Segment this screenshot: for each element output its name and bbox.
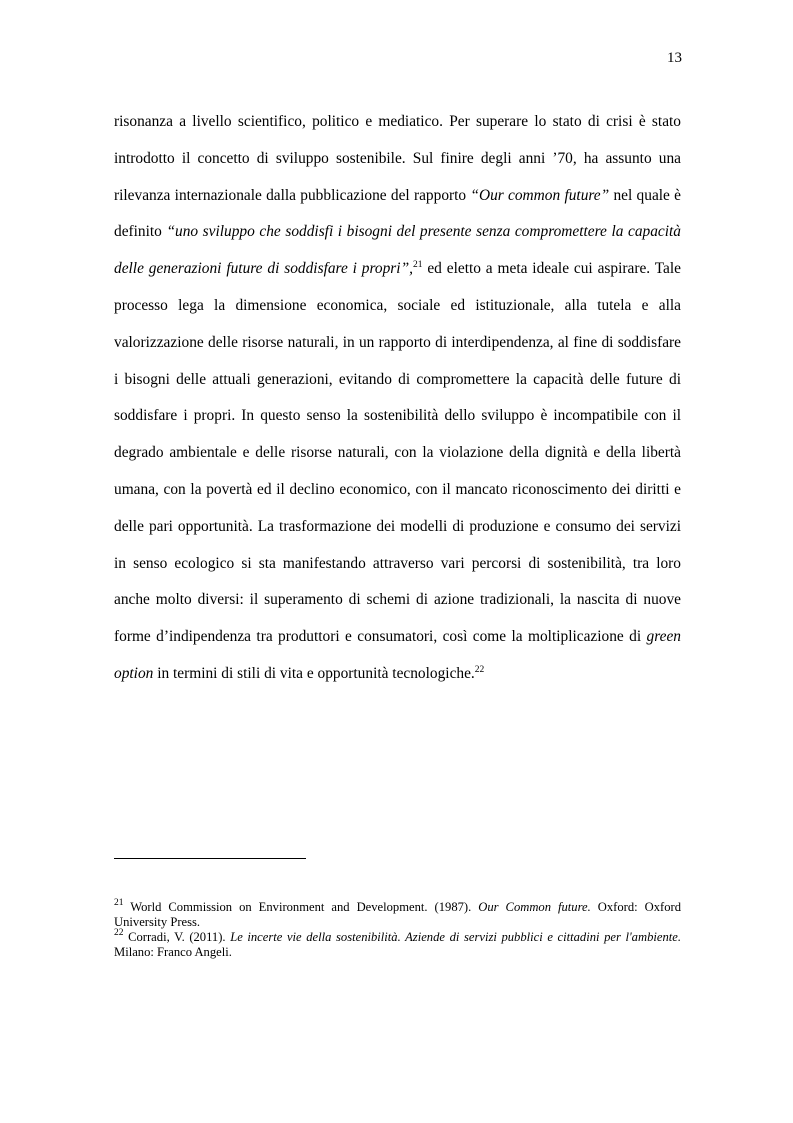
definition-quote: “uno sviluppo che soddisfi i bisogni del presente senza compromettere la capacità delle generazioni future di soddisfare i propri”, xyxy=(114,223,681,278)
footnote-number: 21 xyxy=(114,898,124,908)
footnote-reference-22[interactable]: 22 xyxy=(474,664,485,675)
body-paragraph xyxy=(114,104,681,693)
green-option-term: green option xyxy=(114,628,681,682)
footnote-text: Oxford: Oxford University Press. xyxy=(114,900,681,929)
paragraph-text: nel quale è definito xyxy=(114,186,681,241)
footnote-21 xyxy=(114,900,681,930)
footnote-22 xyxy=(114,930,681,960)
footnote-title: Our Common future. xyxy=(478,900,591,914)
footnote-title: Le incerte vie della sostenibilità. Aziende di servizi pubblici e cittadini per l'ambiente. xyxy=(230,930,681,944)
paragraph-text: ed eletto a meta ideale cui aspirare. Tale processo lega la dimensione economica, sociale ed istituzionale, alla tutela e alla valorizzazione delle risorse naturali, in un rapporto di interdipendenza, al fine di soddisfare i bisogni delle attuali generazioni, evitando di compromettere la capacità delle future di soddisfare i propri. In questo senso la sostenibilità dello sviluppo è incompatibile con il degrado ambientale e delle risorse naturali, con la violazione della dignità e della libertà umana, con la povertà ed il declino economico, con il mancato riconoscimento dei diritti e delle pari opportunità. La trasformazione dei modelli di produzione e consumo dei servizi in senso ecologico si sta manifestando attraverso vari percorsi di sostenibilità, tra loro anche molto diversi: il superamento di schemi di azione tradizionali, la nascita di nuove forme d’indipendenza tra produttori e consumatori, così come la moltiplicazione di xyxy=(114,260,681,646)
footnotes xyxy=(114,900,681,960)
footnote-text: Milano: Franco Angeli. xyxy=(114,945,232,959)
page-number: 13 xyxy=(667,50,682,66)
footnote-separator xyxy=(114,858,306,859)
report-title: “Our common future” xyxy=(470,186,610,204)
paragraph-text: risonanza a livello scientifico, politico e mediatico. Per superare lo stato di crisi è stato introdotto il concetto di sviluppo sostenibile. Sul finire degli anni ’70, ha assunto una rilevanza internazionale dalla pubblicazione del rapporto xyxy=(114,113,681,204)
footnote-reference-21[interactable]: 21 xyxy=(412,260,423,271)
footnote-number: 22 xyxy=(114,928,124,938)
footnote-text: World Commission on Environment and Development. (1987). xyxy=(123,900,479,914)
paragraph-text: in termini di stili di vita e opportunità tecnologiche. xyxy=(153,664,475,682)
footnote-text: Corradi, V. (2011). xyxy=(123,930,231,944)
